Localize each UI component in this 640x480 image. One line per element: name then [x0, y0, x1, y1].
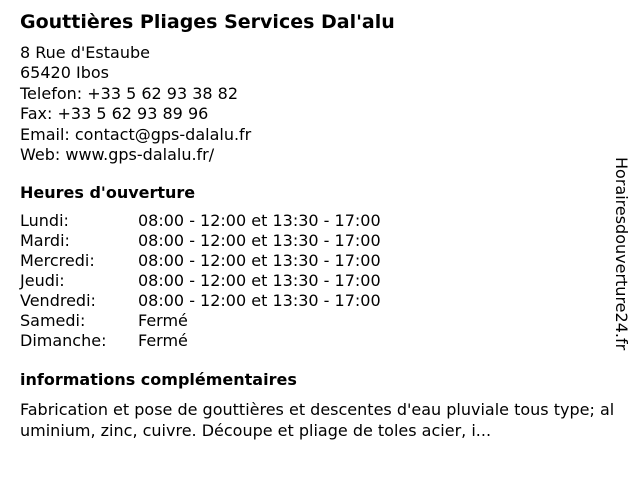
email-line: Email: contact@gps-dalalu.fr: [20, 124, 252, 144]
day-label: Mardi:: [20, 231, 70, 251]
info-heading: informations complémentaires: [20, 370, 297, 390]
hours-heading: Heures d'ouverture: [20, 183, 196, 203]
time-value: 08:00 - 12:00 et 13:30 - 17:00: [138, 271, 381, 291]
day-label: Vendredi:: [20, 291, 96, 311]
day-label: Dimanche:: [20, 331, 107, 351]
hours-row-sunday: [20, 331, 610, 351]
address-city: 65420 Ibos: [20, 63, 109, 83]
day-label: Samedi:: [20, 311, 86, 331]
hours-row-thursday: [20, 271, 610, 291]
address-street: 8 Rue d'Estaube: [20, 43, 150, 62]
hours-row-saturday: [20, 311, 610, 331]
business-card: [20, 10, 615, 441]
time-value: 08:00 - 12:00 et 13:30 - 17:00: [138, 291, 381, 311]
hours-row-tuesday: [20, 231, 610, 251]
fax-line: Fax: +33 5 62 93 89 96: [20, 104, 209, 124]
day-label: Jeudi:: [20, 271, 65, 291]
phone-line: Telefon: +33 5 62 93 38 82: [20, 83, 239, 103]
hours-row-wednesday: [20, 251, 610, 271]
info-description: Fabrication et pose de gouttières et descentes d'eau pluviale tous type; aluminium, zinc, cuivre. Découpe et pliage de toles acier, i...: [20, 400, 615, 441]
time-value: Fermé: [138, 331, 188, 351]
hours-table: [20, 211, 610, 351]
time-value: 08:00 - 12:00 et 13:30 - 17:00: [138, 251, 381, 271]
web-line: Web: www.gps-dalalu.fr/: [20, 145, 215, 165]
site-watermark: [610, 136, 632, 372]
hours-row-friday: [20, 291, 610, 311]
time-value: 08:00 - 12:00 et 13:30 - 17:00: [138, 211, 381, 231]
time-value: Fermé: [138, 311, 188, 331]
hours-row-monday: [20, 211, 610, 231]
time-value: 08:00 - 12:00 et 13:30 - 17:00: [138, 231, 381, 251]
day-label: Mercredi:: [20, 251, 95, 271]
business-name: Gouttières Pliages Services Dal'alu: [20, 11, 395, 33]
day-label: Lundi:: [20, 211, 69, 231]
watermark-text: Horairesdouverture24.fr: [612, 157, 631, 351]
